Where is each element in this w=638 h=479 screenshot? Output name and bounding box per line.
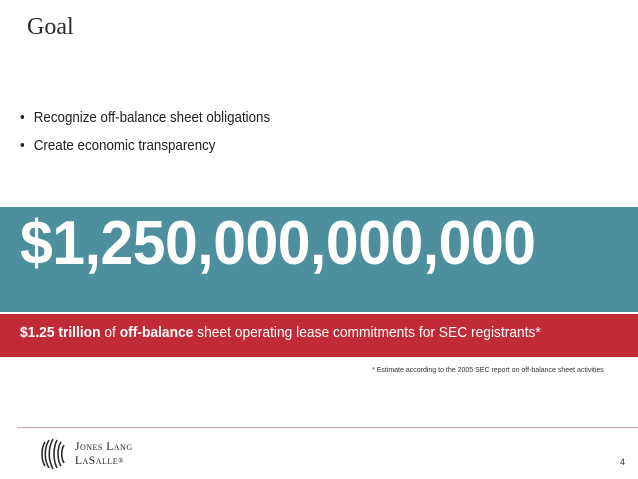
footnote: * Estimate according to the 2005 SEC report on off-balance sheet activities [372,367,604,374]
logo-line-1: Jones Lang [75,441,133,453]
footer-divider [17,427,638,428]
bullet-dot-icon: • [20,138,25,154]
bullet-item [20,108,270,136]
statement-rest: sheet operating lease commitments for SEC registrants* [193,324,541,341]
page-number: 4 [619,457,625,467]
logo-line-2: LaSalle [75,455,119,467]
statement-emphasis: off-balance [119,324,194,341]
bullet-list [20,108,292,164]
statement-connector: of [100,324,120,341]
slide-title: Goal [27,14,74,40]
logo-wordmark [75,440,133,468]
company-logo [40,438,133,470]
bullet-item [20,136,270,164]
bullet-text: Create economic transparency [33,138,216,154]
logo-mark-icon [40,438,68,470]
statement-text [20,324,541,341]
bullet-dot-icon: • [20,110,25,126]
bullet-text: Recognize off-balance sheet obligations [33,110,271,126]
logo-registered-mark: ® [118,457,124,465]
big-number: $1,250,000,000,000 [20,209,536,278]
statement-amount: $1.25 trillion [20,324,101,341]
